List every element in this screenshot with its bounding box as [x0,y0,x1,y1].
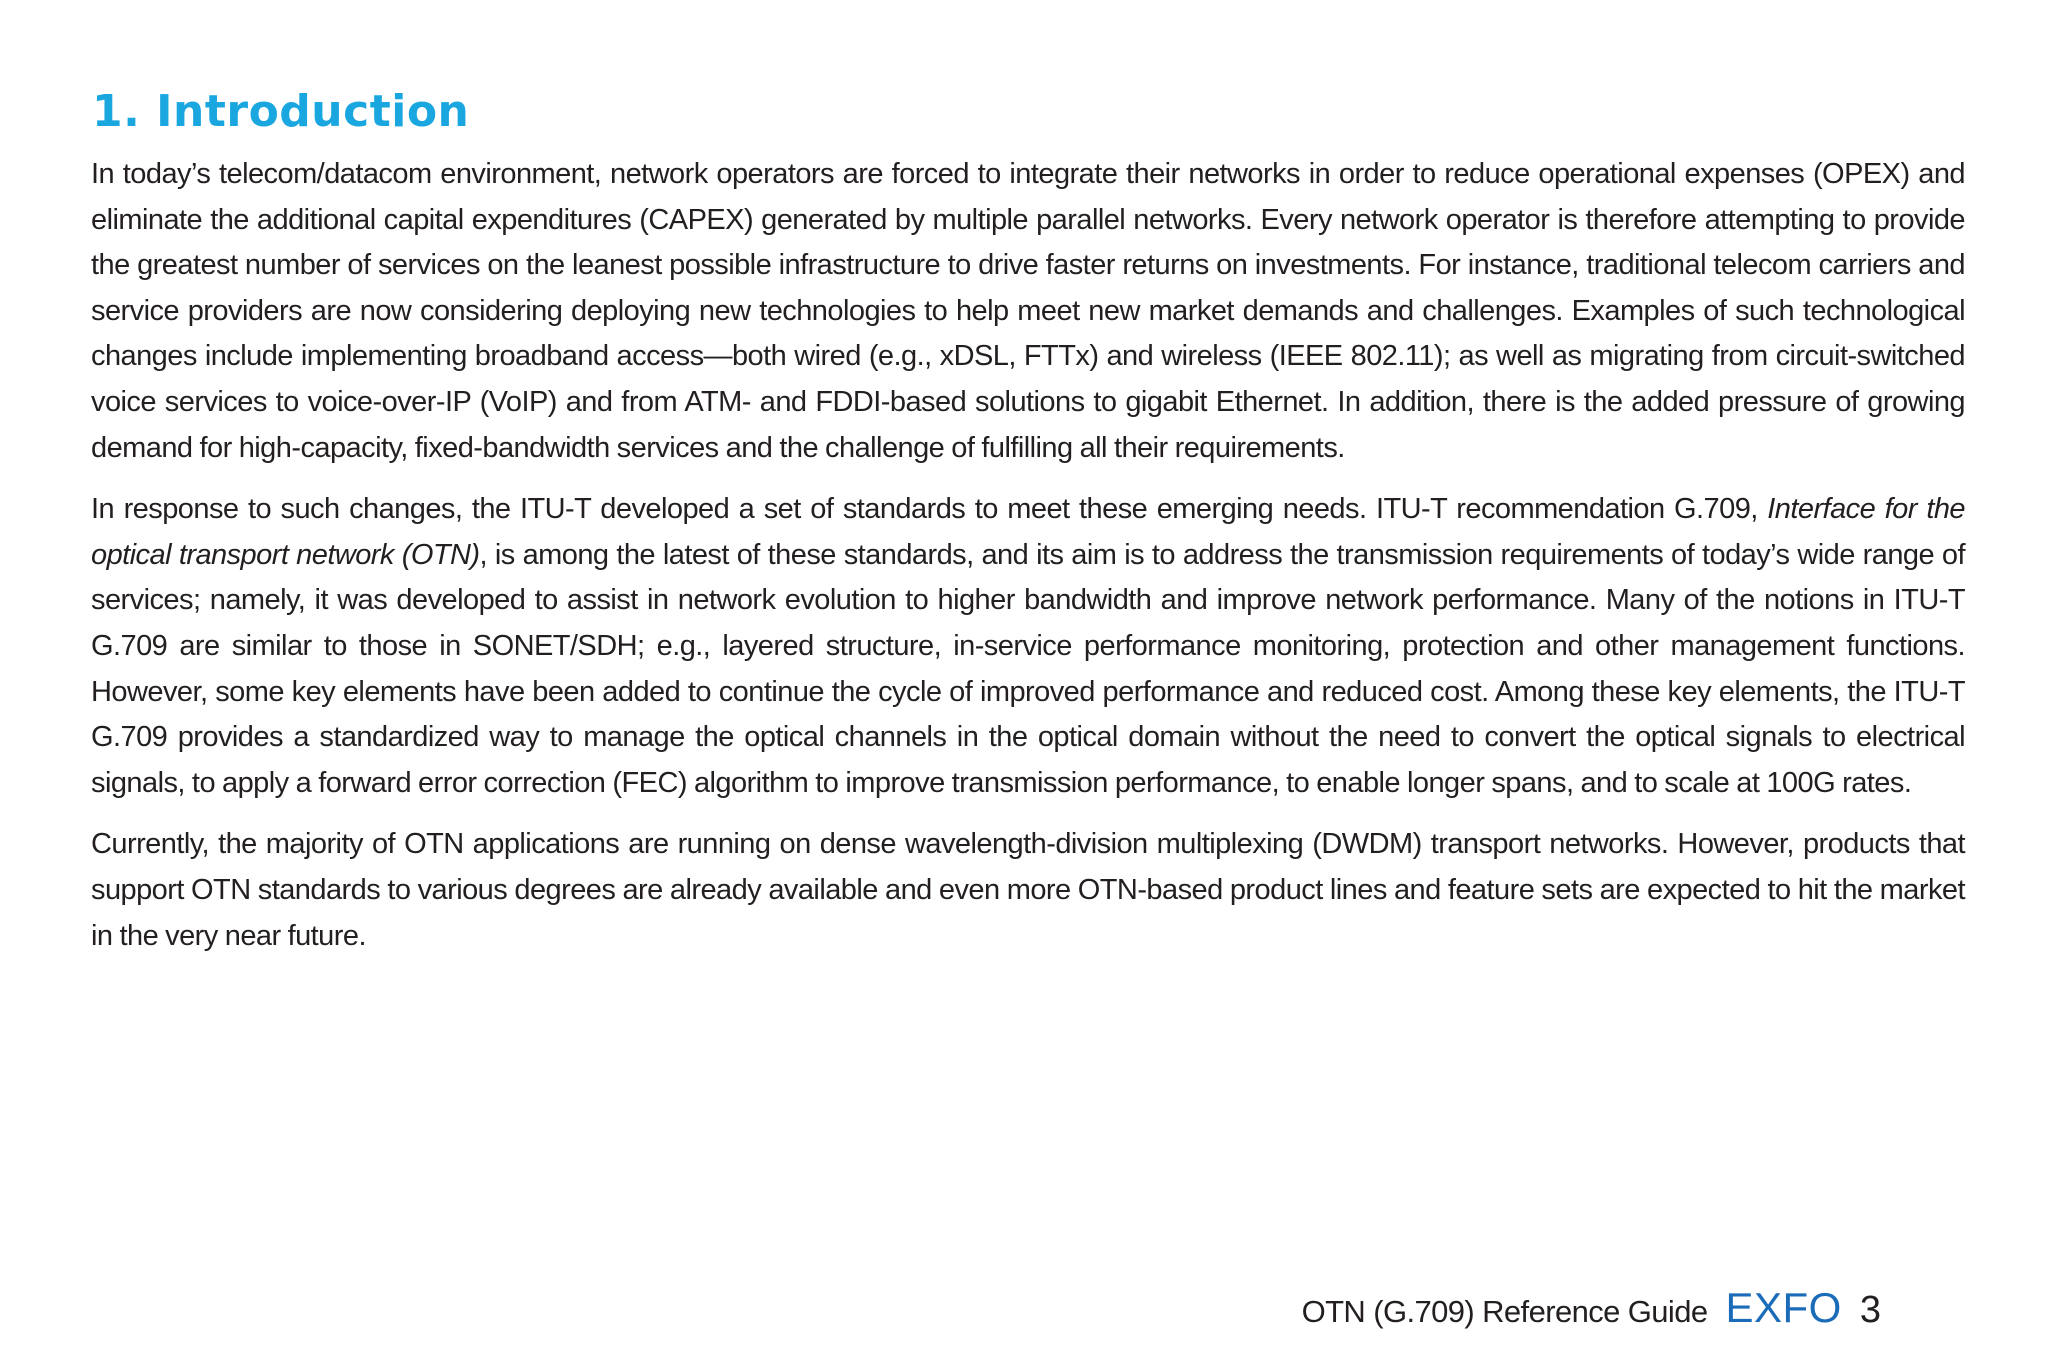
section-title: 1. Introduction [92,86,470,137]
standard-title-italic: Interface for the optical transport network (OTN) [91,493,1965,571]
paragraph-2-text-before: In response to such changes, the ITU-T developed a set of standards to meet these emerging needs. ITU-T recommendation G.709, [91,493,1768,526]
paragraph-1: In today’s telecom/datacom environment, network operators are forced to integrate their networks in order to reduce operational expenses (OPEX) and eliminate the additional capital expenditures (CAPEX) generated by multiple parallel networks. Every network operator is therefore attempting to provide the greatest number of services on the leanest possible infrastructure to drive faster returns on investments. For instance, traditional telecom carriers and service providers are now considering deploying new technologies to help meet new market demands and challenges. Examples of such technological changes include implementing broadband access—both wired (e.g., xDSL, FTTx) and wireless (IEEE 802.11); as well as migrating from circuit-switched voice services to voice-over-IP (VoIP) and from ATM- and FDDI-based solutions to gigabit Ethernet. In addition, there is the added pressure of growing demand for high-capacity, fixed-bandwidth services and the challenge of fulfilling all their requirements. [91,158,1965,464]
document-page [91,0,1965,1365]
paragraph-3: Currently, the majority of OTN applications are running on dense wavelength-division multiplexing (DWDM) transport networks. However, products that support OTN standards to various degrees are already available and even more OTN-based product lines and feature sets are expected to hit the market in the very near future. [91,828,1965,952]
exfo-logo: EXFO [1725,1284,1842,1331]
paragraph-2-text-after: , is among the latest of these standards, and its aim is to address the transmission requirements of today’s wide range of services; namely, it was developed to assist in network evolution to higher bandwidth and improve network performance. Many of the notions in ITU-T G.709 are similar to those in SONET/SDH; e.g., layered structure, in-service performance monitoring, protection and other management functions. However, some key elements have been added to continue the cycle of improved performance and reduced cost. Among these key elements, the ITU-T G.709 provides a standardized way to manage the optical channels in the optical domain without the need to convert the optical signals to electrical signals, to apply a forward error correction (FEC) algorithm to improve transmission performance, to enable longer spans, and to scale at 100G rates. [91,538,1966,799]
body-text [91,152,1965,975]
page-footer [1302,1284,1881,1330]
paragraph-2 [91,487,1965,806]
page-number: 3 [1859,1289,1881,1331]
footer-guide-name: OTN (G.709) Reference Guide [1301,1294,1708,1329]
